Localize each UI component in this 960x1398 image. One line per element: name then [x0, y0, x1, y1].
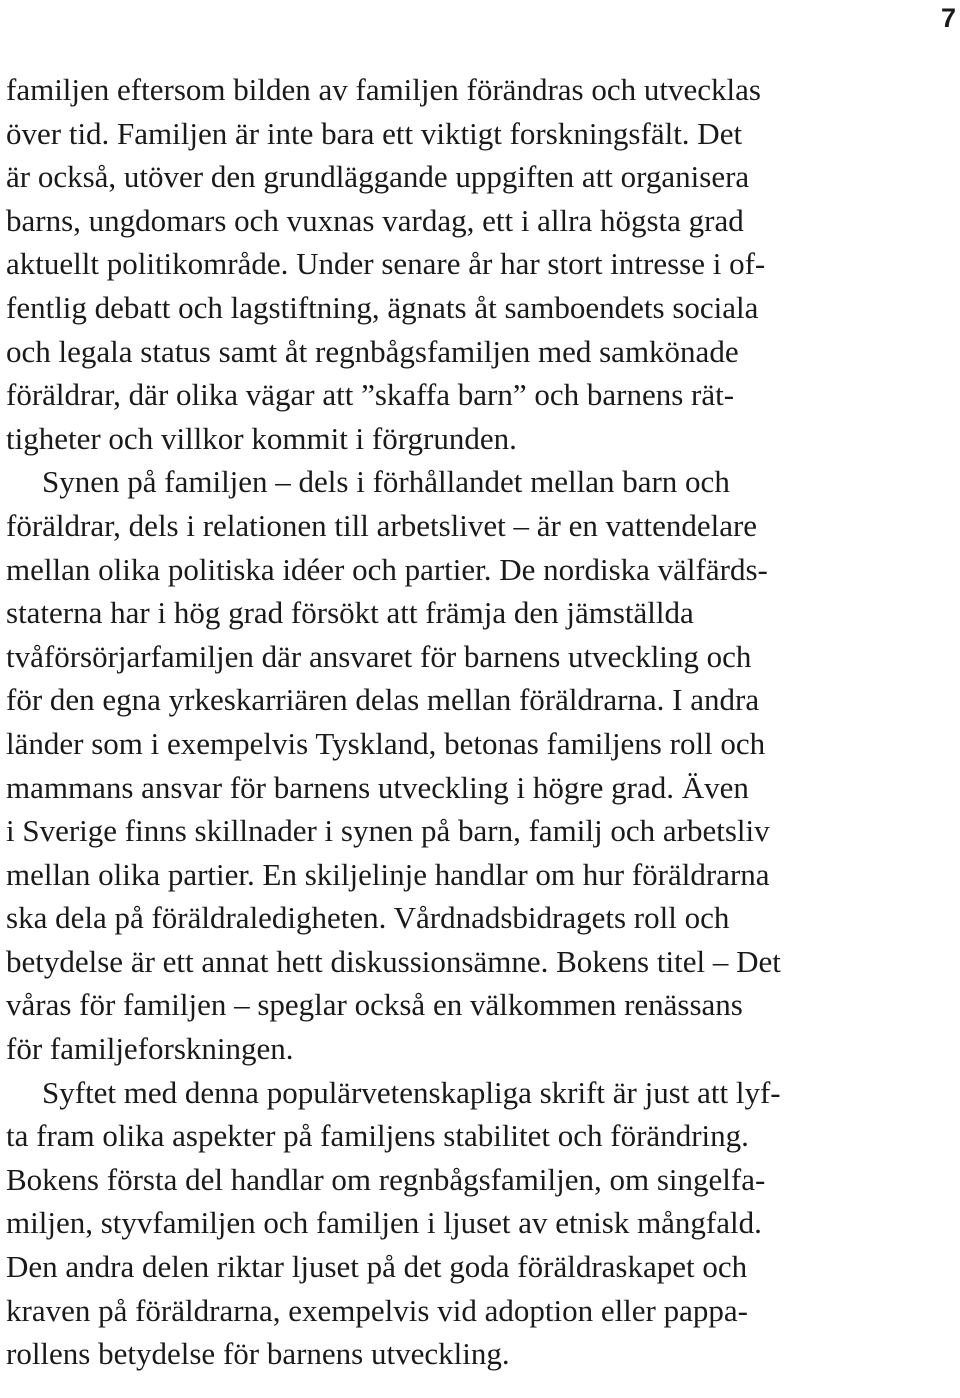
- text-line: föräldrar, dels i relationen till arbetslivet – är en vattendelare: [6, 507, 758, 543]
- text-line: kraven på föräldrarna, exempelvis vid adoption eller pappa-: [6, 1292, 748, 1328]
- paragraph-2: [6, 460, 950, 1070]
- text-line: över tid. Familjen är inte bara ett viktigt forskningsfält. Det: [6, 115, 743, 151]
- text-line: för den egna yrkeskarriären delas mellan föräldrarna. I andra: [6, 682, 760, 718]
- text-line: mellan olika partier. En skiljelinje handlar om hur föräldrarna: [6, 856, 770, 892]
- text-line: staterna har i hög grad försökt att främja den jämställda: [6, 595, 694, 631]
- text-line: ta fram olika aspekter på familjens stabilitet och förändring.: [6, 1118, 749, 1154]
- text-line: i Sverige finns skillnader i synen på barn, familj och arbetsliv: [6, 813, 770, 849]
- text-line: Syftet med denna populärvetenskapliga skrift är just att lyf-: [42, 1074, 781, 1110]
- text-line: Synen på familjen – dels i förhållandet mellan barn och: [42, 464, 730, 500]
- text-line: länder som i exempelvis Tyskland, betonas familjens roll och: [6, 725, 766, 761]
- text-line: mellan olika politiska idéer och partier. De nordiska välfärds-: [6, 551, 768, 587]
- text-line: rollens betydelse för barnens utveckling.: [6, 1336, 510, 1372]
- text-line: mammans ansvar för barnens utveckling i högre grad. Även: [6, 769, 749, 805]
- text-line: för familjeforskningen.: [6, 1031, 294, 1067]
- text-line: Bokens första del handlar om regnbågsfamiljen, om singelfa-: [6, 1161, 766, 1197]
- text-line: ska dela på föräldraledigheten. Vårdnadsbidragets roll och: [6, 900, 730, 936]
- paragraph-3: [6, 1071, 950, 1376]
- text-line: är också, utöver den grundläggande uppgiften att organisera: [6, 159, 750, 195]
- text-line: tigheter och villkor kommit i förgrunden.: [6, 420, 517, 456]
- text-line: och legala status samt åt regnbågsfamiljen med samkönade: [6, 333, 739, 369]
- text-line: miljen, styvfamiljen och familjen i ljuset av etnisk mångfald.: [6, 1205, 762, 1241]
- text-line: våras för familjen – speglar också en välkommen renässans: [6, 987, 743, 1023]
- text-line: betydelse är ett annat hett diskussionsämne. Bokens titel – Det: [6, 943, 781, 979]
- text-line: barns, ungdomars och vuxnas vardag, ett i allra högsta grad: [6, 202, 744, 238]
- body-text: [6, 68, 950, 1376]
- page-number: 7: [940, 3, 956, 33]
- text-line: tvåförsörjarfamiljen där ansvaret för barnens utveckling och: [6, 638, 752, 674]
- text-line: familjen eftersom bilden av familjen förändras och utvecklas: [6, 72, 761, 107]
- text-line: fentlig debatt och lagstiftning, ägnats åt samboendets sociala: [6, 289, 759, 325]
- paragraph-1: [6, 68, 950, 460]
- text-line: aktuellt politikområde. Under senare år har stort intresse i of-: [6, 246, 766, 282]
- text-line: Den andra delen riktar ljuset på det goda föräldraskapet och: [6, 1249, 748, 1285]
- text-line: föräldrar, där olika vägar att ”skaffa barn” och barnens rät-: [6, 377, 735, 413]
